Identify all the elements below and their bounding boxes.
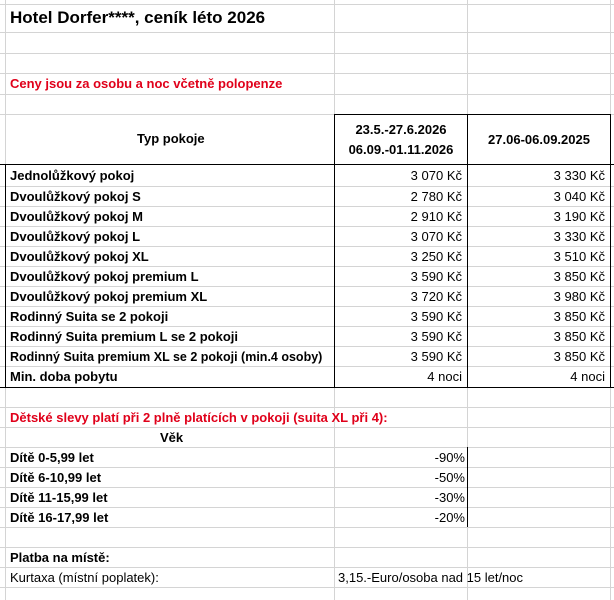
price-season1: 3 590 Kč <box>410 269 462 284</box>
room-type: Dvoulůžkový pokoj S <box>10 189 141 204</box>
price-season1: 3 590 Kč <box>410 349 462 364</box>
price-season2: 3 330 Kč <box>553 229 605 244</box>
price-season1: 2 780 Kč <box>410 189 462 204</box>
price-season1: 3 720 Kč <box>410 289 462 304</box>
price-season1: 3 590 Kč <box>410 309 462 324</box>
child-age-label: Dítě 0-5,99 let <box>10 450 94 465</box>
child-discount: -90% <box>434 450 465 465</box>
price-season2: 3 040 Kč <box>553 189 605 204</box>
price-season2: 3 850 Kč <box>553 269 605 284</box>
table-border <box>0 387 614 388</box>
child-age-label: Dítě 16-17,99 let <box>10 510 109 525</box>
table-border <box>334 114 611 115</box>
gridline <box>0 53 614 54</box>
price-note: Ceny jsou za osobu a noc včetně polopenze <box>10 76 283 91</box>
price-season2: 3 850 Kč <box>553 309 605 324</box>
price-season1: 3 070 Kč <box>410 168 462 183</box>
child-discount: -50% <box>434 470 465 485</box>
price-season2: 3 190 Kč <box>553 209 605 224</box>
room-type: Dvoulůžkový pokoj premium L <box>10 269 199 284</box>
room-type: Dvoulůžkový pokoj M <box>10 209 143 224</box>
price-season1: 3 250 Kč <box>410 249 462 264</box>
table-border <box>610 114 611 387</box>
price-season2: 3 330 Kč <box>553 168 605 183</box>
header-room-type: Typ pokoje <box>137 131 205 146</box>
price-season1: 3 590 Kč <box>410 329 462 344</box>
header-season1-line1: 23.5.-27.6.2026 <box>355 122 447 137</box>
price-season1: 4 noci <box>427 369 462 384</box>
price-season2: 3 850 Kč <box>553 349 605 364</box>
price-season2: 4 noci <box>570 369 605 384</box>
room-type: Rodinný Suita se 2 pokoji <box>10 309 169 324</box>
price-season1: 3 070 Kč <box>410 229 462 244</box>
table-border <box>0 164 614 165</box>
payment-heading: Platba na místě: <box>10 550 110 565</box>
tourist-tax-value: 3,15.-Euro/osoba nad 15 let/noc <box>338 570 524 585</box>
room-type: Jednolůžkový pokoj <box>10 168 135 183</box>
child-discount-heading: Dětské slevy platí při 2 plně platících v pokoji (suita XL při 4): <box>10 410 388 425</box>
table-border <box>467 447 468 527</box>
page-title: Hotel Dorfer****, ceník léto 2026 <box>10 8 266 27</box>
child-age-label: Dítě 11-15,99 let <box>10 490 108 505</box>
tourist-tax-label: Kurtaxa (místní poplatek): <box>10 570 159 585</box>
header-season2: 27.06-06.09.2025 <box>488 132 590 147</box>
price-season2: 3 850 Kč <box>553 329 605 344</box>
room-type: Rodinný Suita premium L se 2 pokoji <box>10 329 239 344</box>
child-discount: -20% <box>434 510 465 525</box>
header-season1-line2: 06.09.-01.11.2026 <box>348 142 454 157</box>
age-header: Věk <box>160 430 184 445</box>
price-season1: 2 910 Kč <box>410 209 462 224</box>
table-border <box>5 164 6 387</box>
room-type: Dvoulůžkový pokoj XL <box>10 249 149 264</box>
room-type: Min. doba pobytu <box>10 369 118 384</box>
child-age-label: Dítě 6-10,99 let <box>10 470 102 485</box>
price-season2: 3 980 Kč <box>553 289 605 304</box>
room-type: Dvoulůžkový pokoj premium XL <box>10 289 208 304</box>
room-type: Rodinný Suita premium XL se 2 pokoji (min.4 osoby) <box>10 350 323 364</box>
child-discount: -30% <box>434 490 465 505</box>
gridline <box>0 94 614 95</box>
price-season2: 3 510 Kč <box>553 249 605 264</box>
room-type: Dvoulůžkový pokoj L <box>10 229 141 244</box>
